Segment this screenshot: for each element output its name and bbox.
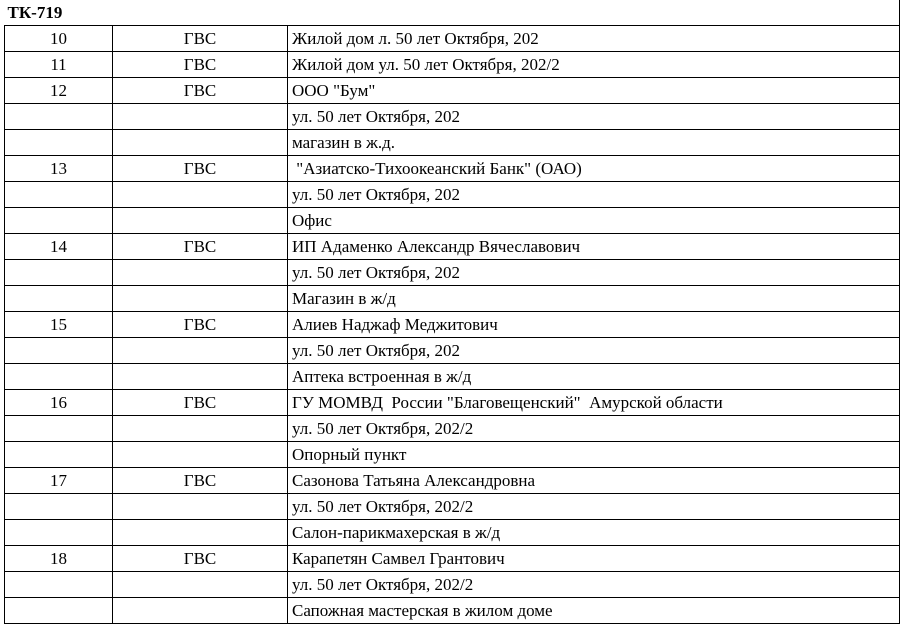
- description-cell[interactable]: Магазин в ж/д: [288, 286, 900, 312]
- table-row: [5, 130, 900, 156]
- table-row: [5, 364, 900, 390]
- row-number-cell[interactable]: [5, 572, 113, 598]
- row-number-cell[interactable]: [5, 494, 113, 520]
- row-number-cell[interactable]: 12: [5, 78, 113, 104]
- row-number-cell[interactable]: 15: [5, 312, 113, 338]
- description-cell[interactable]: магазин в ж.д.: [288, 130, 900, 156]
- header-empty-cell[interactable]: [288, 0, 900, 26]
- description-cell[interactable]: Жилой дом ул. 50 лет Октября, 202/2: [288, 52, 900, 78]
- table-row: [5, 598, 900, 624]
- consumer-table: [4, 0, 900, 624]
- row-number-cell[interactable]: [5, 260, 113, 286]
- description-cell[interactable]: ГУ МОМВД России "Благовещенский" Амурской области: [288, 390, 900, 416]
- service-type-cell[interactable]: [113, 104, 288, 130]
- header-empty-cell[interactable]: [113, 0, 288, 26]
- row-number-cell[interactable]: 13: [5, 156, 113, 182]
- service-type-cell[interactable]: [113, 494, 288, 520]
- table-row: [5, 52, 900, 78]
- description-cell[interactable]: Карапетян Самвел Грантович: [288, 546, 900, 572]
- description-cell[interactable]: Жилой дом л. 50 лет Октября, 202: [288, 26, 900, 52]
- description-cell[interactable]: ул. 50 лет Октября, 202/2: [288, 494, 900, 520]
- table-row: [5, 416, 900, 442]
- description-cell[interactable]: Сапожная мастерская в жилом доме: [288, 598, 900, 624]
- row-number-cell[interactable]: [5, 520, 113, 546]
- table-row: [5, 208, 900, 234]
- service-type-cell[interactable]: [113, 598, 288, 624]
- table-row: [5, 572, 900, 598]
- description-cell[interactable]: ул. 50 лет Октября, 202: [288, 260, 900, 286]
- service-type-cell[interactable]: [113, 130, 288, 156]
- row-number-cell[interactable]: [5, 364, 113, 390]
- service-type-cell[interactable]: ГВС: [113, 234, 288, 260]
- row-number-cell[interactable]: [5, 416, 113, 442]
- row-number-cell[interactable]: 18: [5, 546, 113, 572]
- description-cell[interactable]: ул. 50 лет Октября, 202: [288, 104, 900, 130]
- table-row: [5, 520, 900, 546]
- row-number-cell[interactable]: [5, 598, 113, 624]
- row-number-cell[interactable]: 17: [5, 468, 113, 494]
- table-row: [5, 546, 900, 572]
- row-number-cell[interactable]: 16: [5, 390, 113, 416]
- description-cell[interactable]: ул. 50 лет Октября, 202/2: [288, 572, 900, 598]
- service-type-cell[interactable]: ГВС: [113, 52, 288, 78]
- row-number-cell[interactable]: 11: [5, 52, 113, 78]
- service-type-cell[interactable]: [113, 520, 288, 546]
- table-row: [5, 104, 900, 130]
- service-type-cell[interactable]: ГВС: [113, 156, 288, 182]
- table-row: [5, 234, 900, 260]
- table-row: [5, 390, 900, 416]
- service-type-cell[interactable]: ГВС: [113, 312, 288, 338]
- description-cell[interactable]: Алиев Наджаф Меджитович: [288, 312, 900, 338]
- row-number-cell[interactable]: [5, 286, 113, 312]
- description-cell[interactable]: Опорный пункт: [288, 442, 900, 468]
- description-cell[interactable]: Офис: [288, 208, 900, 234]
- service-type-cell[interactable]: [113, 286, 288, 312]
- service-type-cell[interactable]: ГВС: [113, 546, 288, 572]
- description-cell[interactable]: Салон-парикмахерская в ж/д: [288, 520, 900, 546]
- table-row: [5, 494, 900, 520]
- description-cell[interactable]: Сазонова Татьяна Александровна: [288, 468, 900, 494]
- description-cell[interactable]: ИП Адаменко Александр Вячеславович: [288, 234, 900, 260]
- row-number-cell[interactable]: [5, 338, 113, 364]
- table-row: [5, 260, 900, 286]
- table-row: [5, 442, 900, 468]
- service-type-cell[interactable]: [113, 338, 288, 364]
- table-row: [5, 78, 900, 104]
- service-type-cell[interactable]: [113, 208, 288, 234]
- service-type-cell[interactable]: [113, 572, 288, 598]
- service-type-cell[interactable]: [113, 182, 288, 208]
- table-row: [5, 338, 900, 364]
- service-type-cell[interactable]: ГВС: [113, 26, 288, 52]
- row-number-cell[interactable]: [5, 442, 113, 468]
- table-row: [5, 26, 900, 52]
- row-number-cell[interactable]: [5, 182, 113, 208]
- service-type-cell[interactable]: [113, 260, 288, 286]
- service-type-cell[interactable]: ГВС: [113, 468, 288, 494]
- table-row: [5, 156, 900, 182]
- description-cell[interactable]: ул. 50 лет Октября, 202: [288, 182, 900, 208]
- section-title[interactable]: ТК-719: [5, 0, 113, 26]
- row-number-cell[interactable]: [5, 208, 113, 234]
- row-number-cell[interactable]: 10: [5, 26, 113, 52]
- table-row: [5, 182, 900, 208]
- row-number-cell[interactable]: [5, 130, 113, 156]
- section-header-row: [5, 0, 900, 26]
- table-row: [5, 312, 900, 338]
- description-cell[interactable]: ул. 50 лет Октября, 202/2: [288, 416, 900, 442]
- description-cell[interactable]: "Азиатско-Тихоокеанский Банк" (ОАО): [288, 156, 900, 182]
- table-row: [5, 286, 900, 312]
- description-cell[interactable]: ул. 50 лет Октября, 202: [288, 338, 900, 364]
- description-cell[interactable]: ООО "Бум": [288, 78, 900, 104]
- row-number-cell[interactable]: [5, 104, 113, 130]
- service-type-cell[interactable]: ГВС: [113, 390, 288, 416]
- service-type-cell[interactable]: [113, 442, 288, 468]
- service-type-cell[interactable]: [113, 416, 288, 442]
- table-row: [5, 468, 900, 494]
- row-number-cell[interactable]: 14: [5, 234, 113, 260]
- description-cell[interactable]: Аптека встроенная в ж/д: [288, 364, 900, 390]
- service-type-cell[interactable]: ГВС: [113, 78, 288, 104]
- service-type-cell[interactable]: [113, 364, 288, 390]
